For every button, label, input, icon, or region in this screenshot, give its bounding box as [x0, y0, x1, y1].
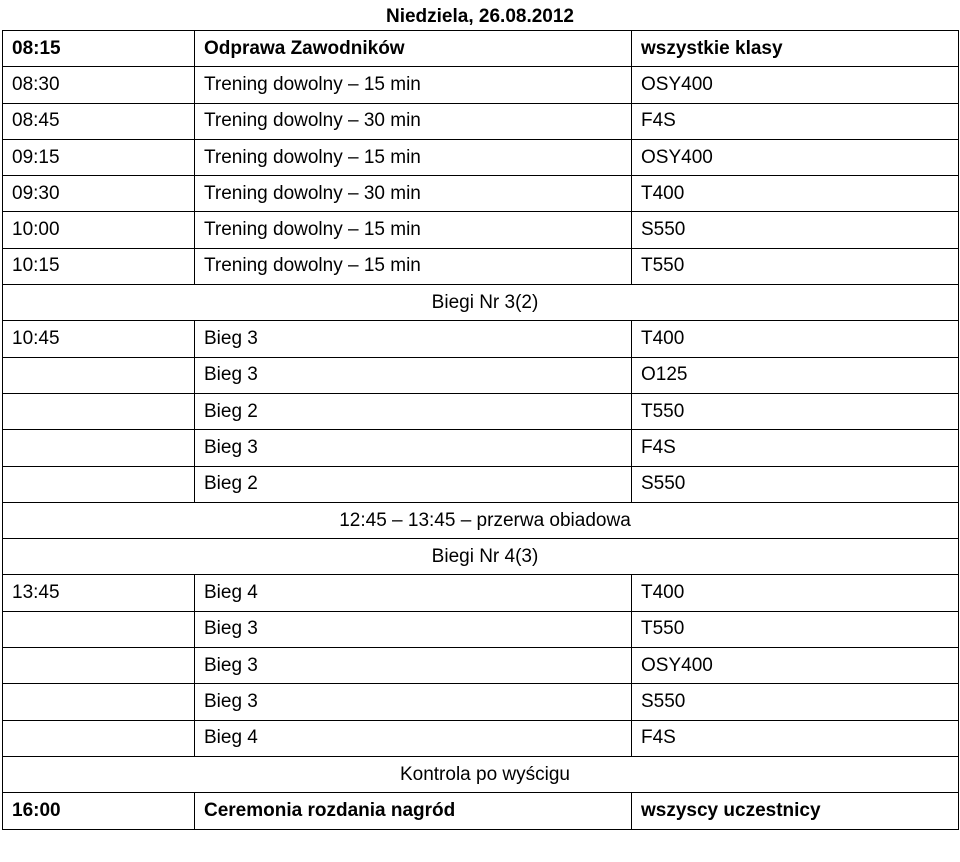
time-cell: 08:30: [3, 67, 195, 103]
time-cell: 16:00: [3, 793, 195, 829]
section-row: [3, 539, 959, 575]
event-cell: Bieg 4: [195, 720, 632, 756]
time-cell: 08:45: [3, 103, 195, 139]
event-cell: Trening dowolny – 15 min: [195, 139, 632, 175]
event-cell: Bieg 3: [195, 430, 632, 466]
class-cell: OSY400: [632, 648, 959, 684]
class-cell: F4S: [632, 103, 959, 139]
class-cell: T550: [632, 248, 959, 284]
class-cell: S550: [632, 684, 959, 720]
table-row: [3, 793, 959, 829]
event-cell: Trening dowolny – 15 min: [195, 248, 632, 284]
time-cell: 10:15: [3, 248, 195, 284]
time-cell: [3, 357, 195, 393]
time-cell: [3, 684, 195, 720]
schedule-body: [3, 31, 959, 830]
event-cell: Bieg 3: [195, 684, 632, 720]
time-cell: 09:15: [3, 139, 195, 175]
table-row: [3, 212, 959, 248]
class-cell: T550: [632, 393, 959, 429]
table-row: [3, 357, 959, 393]
class-cell: O125: [632, 357, 959, 393]
event-cell: Bieg 2: [195, 393, 632, 429]
event-cell: Trening dowolny – 30 min: [195, 176, 632, 212]
event-cell: Bieg 3: [195, 648, 632, 684]
table-row: [3, 648, 959, 684]
time-cell: [3, 648, 195, 684]
time-cell: 08:15: [3, 31, 195, 67]
event-cell: Trening dowolny – 15 min: [195, 212, 632, 248]
event-cell: Bieg 3: [195, 611, 632, 647]
section-heading: Biegi Nr 4(3): [3, 539, 959, 575]
table-row: [3, 31, 959, 67]
section-row: [3, 285, 959, 321]
time-cell: [3, 393, 195, 429]
time-cell: [3, 466, 195, 502]
table-row: [3, 393, 959, 429]
class-cell: F4S: [632, 720, 959, 756]
event-cell: Ceremonia rozdania nagród: [195, 793, 632, 829]
time-cell: [3, 720, 195, 756]
table-row: [3, 103, 959, 139]
section-row: [3, 756, 959, 792]
page-title: Niedziela, 26.08.2012: [385, 6, 574, 27]
event-cell: Trening dowolny – 30 min: [195, 103, 632, 139]
section-note: Kontrola po wyścigu: [3, 756, 959, 792]
table-row: [3, 176, 959, 212]
time-cell: [3, 611, 195, 647]
class-cell: OSY400: [632, 67, 959, 103]
time-cell: [3, 430, 195, 466]
table-row: [3, 139, 959, 175]
class-cell: T550: [632, 611, 959, 647]
event-cell: Bieg 3: [195, 357, 632, 393]
table-row: [3, 575, 959, 611]
table-row: [3, 720, 959, 756]
class-cell: OSY400: [632, 139, 959, 175]
event-cell: Bieg 4: [195, 575, 632, 611]
section-heading: Biegi Nr 3(2): [3, 285, 959, 321]
section-note: 12:45 – 13:45 – przerwa obiadowa: [3, 502, 959, 538]
class-cell: F4S: [632, 430, 959, 466]
class-cell: T400: [632, 176, 959, 212]
time-cell: 13:45: [3, 575, 195, 611]
time-cell: 10:00: [3, 212, 195, 248]
table-row: [3, 430, 959, 466]
section-row: [3, 502, 959, 538]
schedule-table: [2, 30, 959, 830]
time-cell: 10:45: [3, 321, 195, 357]
time-cell: 09:30: [3, 176, 195, 212]
class-cell: wszyscy uczestnicy: [632, 793, 959, 829]
table-row: [3, 611, 959, 647]
class-cell: S550: [632, 212, 959, 248]
event-cell: Bieg 2: [195, 466, 632, 502]
class-cell: wszystkie klasy: [632, 31, 959, 67]
event-cell: Odprawa Zawodników: [195, 31, 632, 67]
table-row: [3, 466, 959, 502]
table-row: [3, 321, 959, 357]
event-cell: Trening dowolny – 15 min: [195, 67, 632, 103]
class-cell: T400: [632, 575, 959, 611]
class-cell: S550: [632, 466, 959, 502]
event-cell: Bieg 3: [195, 321, 632, 357]
table-row: [3, 684, 959, 720]
table-row: [3, 67, 959, 103]
table-row: [3, 248, 959, 284]
class-cell: T400: [632, 321, 959, 357]
